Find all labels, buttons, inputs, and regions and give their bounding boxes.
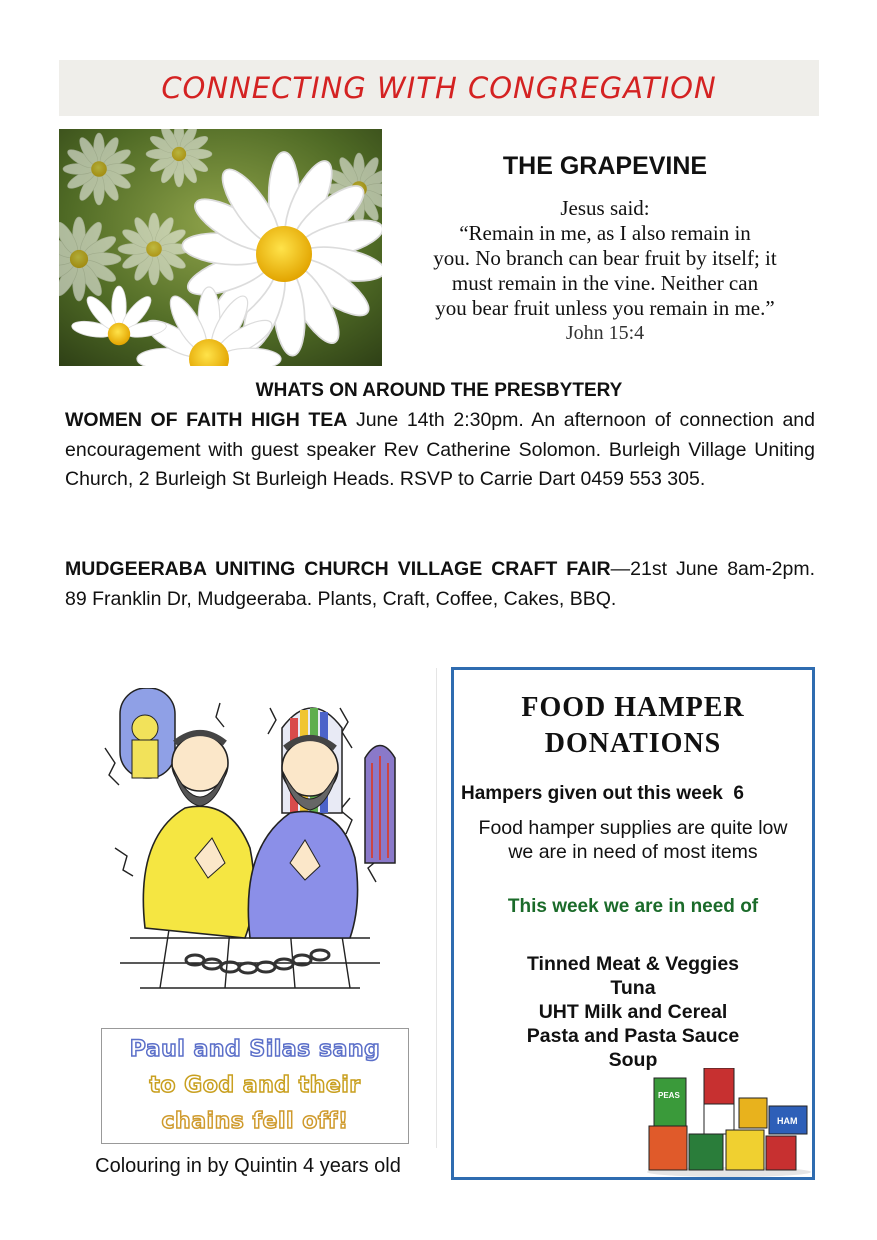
caption-line: to God and their (149, 1073, 361, 1098)
banner-title: CONNECTING WITH CONGREGATION (161, 71, 717, 105)
tinned-food-cans-image (644, 1068, 814, 1178)
hampers-given-count: Hampers given out this week 6 (461, 783, 744, 804)
event-name: MUDGEERABA UNITING CHURCH VILLAGE CRAFT FAIR (65, 558, 611, 580)
section-banner (59, 60, 819, 116)
event-details: June 14th 2:30pm. An afternoon of connection and encouragement with guest speaker Rev Catherine Solomon. Burleigh Village Uniting Church, 2 Burleigh St Burleigh Heads. RSVP to Carrie Dart 0459 553 305. (65, 409, 815, 490)
supply-status (454, 816, 812, 864)
daisy-flowers-image (59, 129, 382, 366)
need-heading: This week we are in need of (507, 896, 759, 917)
needed-item: Tuna (610, 977, 656, 999)
whats-on-title: WHATS ON AROUND THE PRESBYTERY (255, 380, 623, 401)
can-label: HAM (777, 1116, 798, 1126)
caption-line: Paul and Silas sang (129, 1037, 381, 1062)
needed-item: Tinned Meat & Veggies (526, 953, 740, 975)
event-item (65, 406, 815, 495)
verse-attribution: John 15:4 (565, 322, 645, 344)
column-divider (436, 668, 437, 1148)
supply-line: we are in need of most items (508, 841, 758, 863)
needed-items-list (454, 952, 812, 1072)
event-name: WOMEN OF FAITH HIGH TEA (65, 409, 348, 431)
hamper-title (454, 690, 812, 762)
grapevine-title: THE GRAPEVINE (502, 152, 708, 180)
can-label: PEAS (658, 1091, 680, 1100)
paul-and-silas-colouring-image (100, 688, 400, 998)
colouring-caption-box (101, 1028, 409, 1144)
supply-line: Food hamper supplies are quite low (478, 817, 788, 839)
hamper-title-line: DONATIONS (544, 728, 722, 759)
daisy-photo (59, 129, 382, 366)
verse-line: you. No branch can bear fruit by itself; it (433, 246, 777, 270)
event-item (65, 555, 815, 614)
verse-line: must remain in the vine. Neither can (451, 271, 759, 295)
verse-line: you bear fruit unless you remain in me.” (435, 296, 775, 320)
verse-line: “Remain in me, as I also remain in (459, 221, 751, 245)
hamper-title-line: FOOD HAMPER (521, 692, 745, 723)
needed-item: Pasta and Pasta Sauce (526, 1025, 740, 1047)
caption-line: chains fell off! (161, 1109, 349, 1134)
scripture-verse (385, 196, 825, 346)
colouring-credit: Colouring in by Quintin 4 years old (95, 1155, 401, 1177)
verse-line: Jesus said: (560, 196, 650, 220)
cans-drawing (644, 1068, 814, 1178)
colouring-drawing (100, 688, 400, 998)
food-hamper-box (451, 667, 815, 1180)
event-details: —21st June 8am-2pm. 89 Franklin Dr, Mudgeeraba. Plants, Craft, Coffee, Cakes, BBQ. (65, 558, 815, 610)
needed-item: UHT Milk and Cereal (538, 1001, 728, 1023)
needed-item: Soup (608, 1049, 658, 1071)
